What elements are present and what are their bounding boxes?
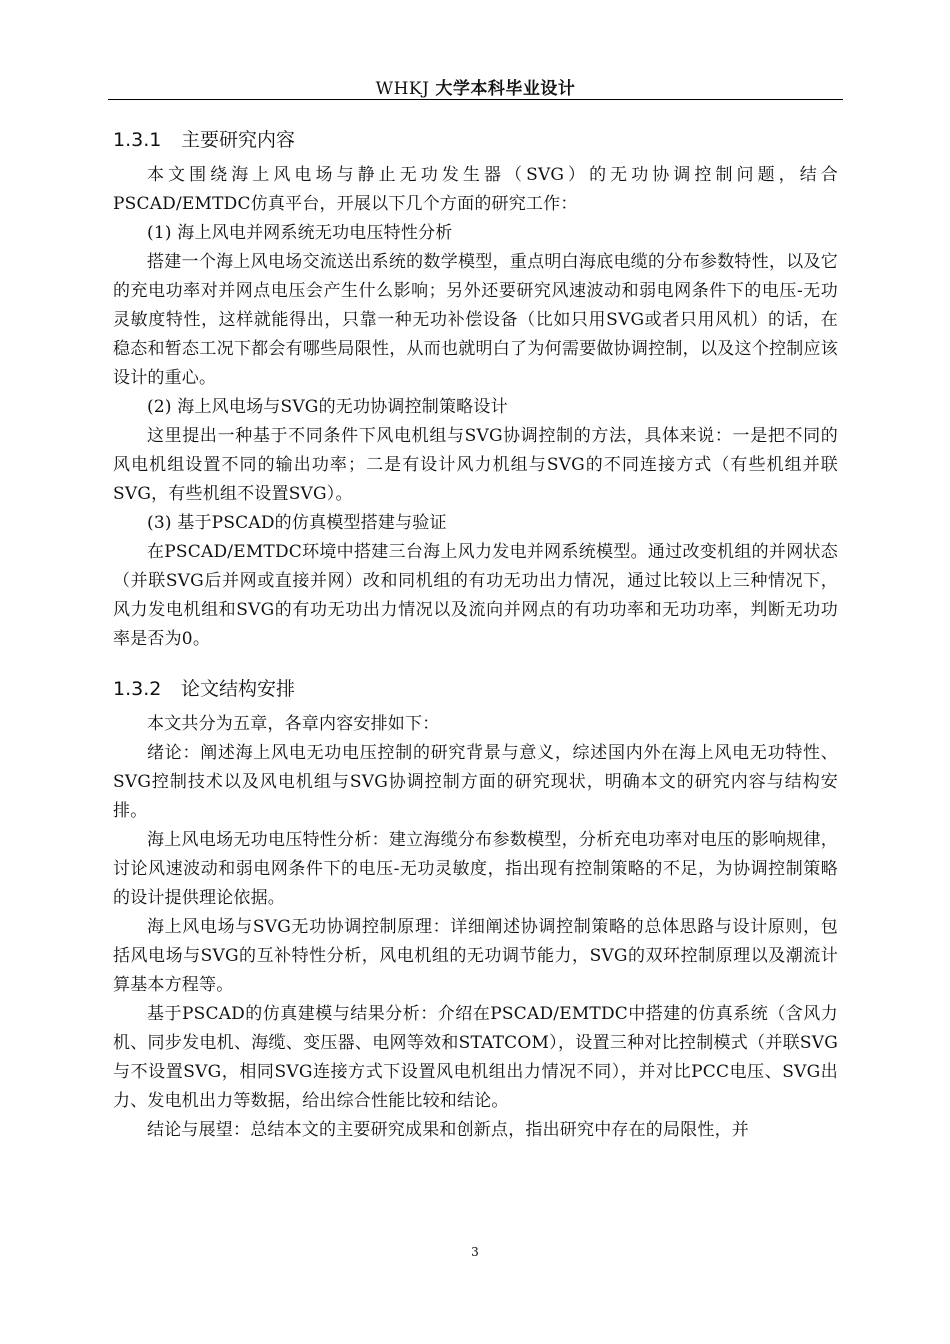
list-item-heading: (2) 海上风电场与SVG的无功协调控制策略设计 — [147, 397, 508, 417]
section-heading-1-3-2 — [113, 672, 838, 706]
list-item-heading: (3) 基于PSCAD的仿真模型搭建与验证 — [147, 513, 447, 533]
paragraph: 绪论：阐述海上风电无功电压控制的研究背景与意义，综述国内外在海上风电无功特性、SVG控制技术以及风电机组与SVG协调控制方面的研究现状，明确本文的研究内容与结构安排。 — [113, 743, 838, 821]
section-number: 1.3.1 — [113, 129, 162, 151]
page-header — [108, 74, 843, 100]
paragraph: 这里提出一种基于不同条件下风电机组与SVG协调控制的方法，具体来说：一是把不同的风电机组设置不同的输出功率；二是有设计风力机组与SVG的不同连接方式（有些机组并联SVG，有些机组不设置SVG）。 — [113, 426, 838, 504]
section-heading-1-3-1 — [113, 123, 838, 157]
page-number: 3 — [471, 1245, 479, 1259]
section-title: 论文结构安排 — [181, 678, 296, 700]
paragraph: 在PSCAD/EMTDC环境中搭建三台海上风力发电并网系统模型。通过改变机组的并网状态（并联SVG后并网或直接并网）改和同机组的有功无功出力情况，通过比较以上三种情况下，风力发电机组和SVG的有功无功出力情况以及流向并网点的有功功率和无功功率，判断无功功率是否为0。 — [113, 542, 838, 649]
paragraph: 本文共分为五章，各章内容安排如下： — [147, 714, 440, 734]
header-divider — [108, 99, 843, 100]
section-title: 主要研究内容 — [181, 129, 296, 151]
header-title: 大学本科毕业设计 — [435, 79, 576, 99]
paragraph: 海上风电场无功电压特性分析：建立海缆分布参数模型，分析充电功率对电压的影响规律，讨论风速波动和弱电网条件下的电压-无功灵敏度，指出现有控制策略的不足，为协调控制策略的设计提供理论依据。 — [113, 830, 838, 908]
paragraph: 基于PSCAD的仿真建模与结果分析：介绍在PSCAD/EMTDC中搭建的仿真系统（含风力机、同步发电机、海缆、变压器、电网等效和STATCOM），设置三种对比控制模式（并联SVG与不设置SVG，相同SVG连接方式下设置风电机组出力情况不同），并对比PCC电压、SVG出力、发电机出力等数据，给出综合性能比较和结论。 — [113, 1004, 838, 1111]
paragraph: 海上风电场与SVG无功协调控制原理：详细阐述协调控制策略的总体思路与设计原则，包括风电场与SVG的互补特性分析，风电机组的无功调节能力，SVG的双环控制原理以及潮流计算基本方程等。 — [113, 917, 838, 995]
list-item-heading: (1) 海上风电并网系统无功电压特性分析 — [147, 223, 453, 243]
paragraph: 搭建一个海上风电场交流送出系统的数学模型，重点明白海底电缆的分布参数特性，以及它的充电功率对并网点电压会产生什么影响；另外还要研究风速波动和弱电网条件下的电压-无功灵敏度特性，这样就能得出，只靠一种无功补偿设备（比如只用SVG或者只用风机）的话，在稳态和暂态工况下都会有哪些局限性，从而也就明白了为何需要做协调控制，以及这个控制应该设计的重心。 — [113, 252, 838, 388]
paragraph: 结论与展望：总结本文的主要研究成果和创新点，指出研究中存在的局限性，并 — [147, 1120, 749, 1140]
header-latin-text: WHKJ — [375, 79, 430, 99]
paragraph: 本文围绕海上风电场与静止无功发生器（SVG）的无功协调控制问题，结合PSCAD/EMTDC仿真平台，开展以下几个方面的研究工作： — [113, 165, 838, 214]
page-body — [113, 123, 838, 1145]
section-number: 1.3.2 — [113, 678, 162, 700]
